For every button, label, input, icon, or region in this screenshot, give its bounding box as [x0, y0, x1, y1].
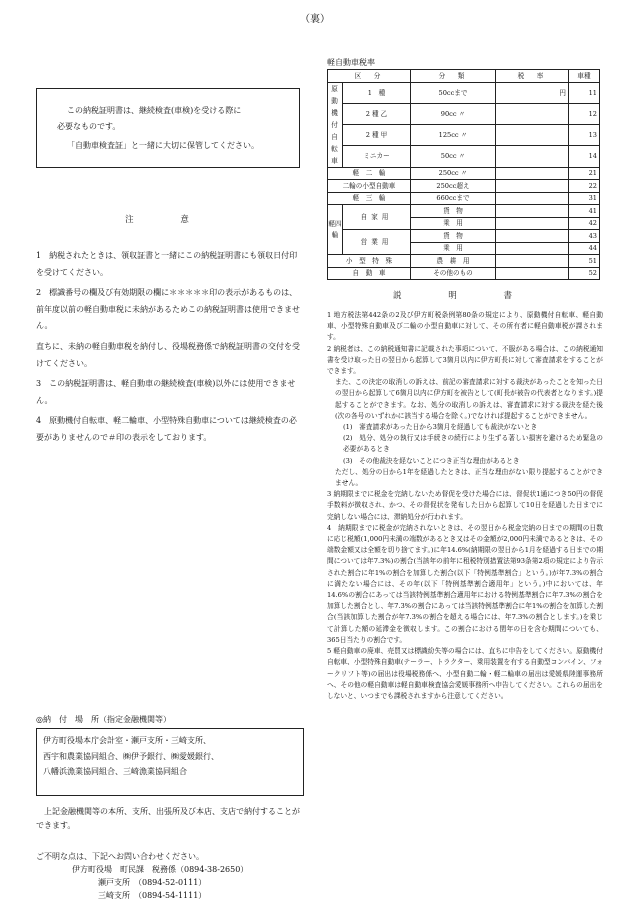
table-cell: 52: [569, 267, 600, 280]
table-cell: [496, 146, 569, 167]
table-header-row: [328, 70, 600, 83]
contact-info: [36, 850, 306, 902]
explanation-body: [327, 310, 603, 702]
table-cell: [496, 255, 569, 268]
table-cell: 50ccまで: [411, 82, 496, 103]
table-cell: 14: [569, 146, 600, 167]
caution-item: 4 原動機付自転車、軽二輪車、小型特殊自動車については継続検査の必要がありませんので＃印の表示をしております。: [36, 416, 297, 442]
explanation-paragraph: 5 軽自動車の廃車、売買又は標識紛失等の場合には、直ちに申告をしてください。原動機付自転車、小型特殊自動車(テーラー、トラクター、乗用装置を有する自動型コンバイン、フォークリフト等)の届出は役場税務係へ、小型自動二輪・軽二輪車の届出は愛媛県陸運事務所へ、その他の軽自動車は軽自動車検査協会愛媛事務所へ申告してください。これらの届出をしないと、いつまでも課税されますから注意してください。: [327, 647, 603, 700]
table-cell: 乗 用: [411, 217, 496, 230]
notice-box: [36, 88, 300, 168]
notice-line: 「自動車検査証」と一緒に大切に保管してください。: [67, 141, 259, 150]
contact-intro: ご不明な点は、下記へお問い合わせください。: [36, 852, 204, 861]
caution-item: 3 この納税証明書は、軽自動車の継続検査(車検)以外には使用できません。: [36, 379, 296, 405]
caution-item: 直ちに、未納の軽自動車税を納付し、役場税務係で納税証明書の交付を受けてください。: [36, 341, 300, 368]
table-cell: 営業用: [343, 230, 411, 255]
table-cell: 自家用: [343, 205, 411, 230]
caution-heading: 注 意: [125, 215, 211, 225]
table-row: [328, 146, 600, 167]
table-row: [328, 180, 600, 193]
table-row: [328, 82, 600, 103]
table-cell: 農 耕 用: [411, 255, 496, 268]
table-cell: 90cc 〃: [411, 103, 496, 124]
caution-item: 2 標識番号の欄及び有効期限の欄に＊＊＊＊＊印の表示があるものは、前年度以前の軽自動車税に未納があるためこの納税証明書は使用できません。: [36, 288, 300, 331]
payment-note: 上記金融機関等の本所、支所、出張所及び本店、支店で納付することができます。: [36, 807, 300, 830]
table-row: [328, 103, 600, 124]
contact-line: 伊方町役場 町民課 税務係（0894-38-2650）: [72, 865, 249, 874]
table-row: [328, 255, 600, 268]
table-cell: ミニカー: [343, 146, 411, 167]
bank-line: 西宇和農業協同組合、㈱伊予銀行、㈱愛媛銀行、: [43, 751, 219, 761]
explanation-heading: 説 明 書: [393, 291, 534, 301]
table-cell: 乗 用: [411, 242, 496, 255]
table-cell: [496, 242, 569, 255]
keijidosha-group-cell: 軽四輪: [328, 205, 343, 255]
table-row: [328, 205, 600, 218]
table-cell: [496, 230, 569, 243]
table-cell: 2 種 乙: [343, 103, 411, 124]
header-code: 車種: [569, 70, 600, 83]
notice-line: 必要なものです。: [57, 122, 121, 131]
tax-rate-table: [327, 69, 600, 280]
table-cell: 貨 物: [411, 205, 496, 218]
caution-list: [36, 248, 300, 451]
table-row: [328, 125, 600, 146]
table-cell: [496, 167, 569, 180]
table-cell: 44: [569, 242, 600, 255]
payment-heading: ◎納 付 場 所（指定金融機関等）: [36, 715, 171, 724]
bank-line: 八幡浜漁業協同組合、三崎漁業協同組合: [43, 767, 187, 776]
explanation-paragraph: (3) その他裁決を経ないことにつき正当な理由があるとき: [343, 456, 520, 465]
table-cell: 31: [569, 192, 600, 205]
table-row: [328, 230, 600, 243]
bank-line: 伊方町役場本庁会計室・瀬戸支所・三崎支所、: [43, 736, 211, 745]
table-cell: 250cc 〃: [411, 167, 496, 180]
table-cell: [496, 205, 569, 218]
table-cell: 12: [569, 103, 600, 124]
table-cell: [496, 180, 569, 193]
table-cell: 51: [569, 255, 600, 268]
table-cell: 42: [569, 217, 600, 230]
table-cell: 660ccまで: [411, 192, 496, 205]
table-cell: [496, 267, 569, 280]
explanation-paragraph: 2 納税者は、この納税通知書に記載された事項について、不服がある場合は、この納税通知書を受け取った日の翌日から起算して3箇月以内に伊方町長に対して審査請求をすることができます。: [327, 344, 603, 376]
table-cell: 貨 物: [411, 230, 496, 243]
table-cell: 50cc 〃: [411, 146, 496, 167]
contact-line: 瀬戸支所 （0894-52-0111）: [98, 878, 207, 887]
table-cell: 13: [569, 125, 600, 146]
table-row: [328, 167, 600, 180]
explanation-paragraph: また、この決定の取消しの訴えは、前記の審査請求に対する裁決があったことを知った日の翌日から起算して6箇月以内に伊方町を被告として(町長が被告の代表者となります。)提起することができます。なお、処分の取消しの訴えは、審査請求に対する裁決を経た後(次の各号のいずれかに該当する場合を除く。)でなければ提起することができません。: [335, 378, 603, 420]
explanation-paragraph: 4 納期限までに税金が完納されないときは、その翌日から税金完納の日までの期間の日数に応じ税額(1,000円未満の端数があるとき又はその金額が2,000円未満であるときは、その端数金額又は全額を切り捨てます。)に年14.6%(納期限の翌日から1月を経過する日までの期間については年7.3%)の割合(当該年の前年に租税特別措置法第93条第2項の規定により告示された割合に年1%の割合を加算した割合(以下「特例基準割合」という。)が年7.3%の割合に満たない場合には、その年(以下「特例基準割合適用年」という。)中においては、年14.6%の割合にあっては当該特例基準割合適用年における特例基準割合に年7.3%の割合を加算した割合とし、年7.3%の割合にあっては当該特例基準割合に年1%の割合を加算した割合(当該加算した割合が年7.3%の割合を超える場合には、年7.3%の割合とします。)を乗じて計算した額の延滞金を徴収します。この割合における閏年の日を含む期間についても、365日当たりの割合です。: [327, 523, 603, 644]
table-cell: [496, 217, 569, 230]
table-cell: 小 型 特 殊: [328, 255, 411, 268]
moped-group-cell: 原動機付自転車: [328, 82, 343, 167]
explanation-paragraph: (1) 審査請求があった日から3箇月を経過しても裁決がないとき: [343, 423, 538, 432]
table-cell: 22: [569, 180, 600, 193]
table-cell: 250cc超え: [411, 180, 496, 193]
contact-line: 三崎支所 （0894-54-1111）: [98, 891, 207, 900]
explanation-paragraph: 1 地方税法第442条の2及び伊方町税条例第80条の規定により、原動機付自転車、軽自動車、小型特殊自動車及び二輪の小型自動車に対して、その所有者に軽自動車税が課されます。: [327, 311, 603, 342]
table-cell: 41: [569, 205, 600, 218]
table-cell: 自 動 車: [328, 267, 411, 280]
table-cell: 軽 三 輪: [328, 192, 411, 205]
header-rate: 税 率: [496, 70, 569, 83]
bank-list-box: [36, 728, 304, 796]
explanation-paragraph: 3 納期限までに税金を完納しないため督促を受けた場合には、督促状1通につき50円の督促手数料が徴収され、かつ、その督促状を発布した日から起算して10日を経過した日までに完納しない場合には、滞納処分が行われます。: [327, 490, 603, 521]
table-cell: 2 種 甲: [343, 125, 411, 146]
caution-item: 1 納税されたときは、領収証書と一緒にこの納税証明書にも領収日付印を受けてください。: [36, 251, 298, 277]
table-cell: 43: [569, 230, 600, 243]
table-cell: 軽 二 輪: [328, 167, 411, 180]
notice-line: この納税証明書は、継続検査(車検)を受ける際に: [67, 106, 242, 115]
table-cell: 1 種: [343, 82, 411, 103]
explanation-paragraph: ただし、処分の日から1年を経過したときは、正当な理由がない限り提起することができません。: [335, 467, 603, 488]
tax-table-title: 軽自動車税率: [327, 58, 375, 67]
page-title: （裏）: [300, 14, 330, 25]
table-cell: [496, 125, 569, 146]
table-cell: 円: [496, 82, 569, 103]
table-cell: [496, 192, 569, 205]
table-cell: その他のもの: [411, 267, 496, 280]
header-class: 分 類: [411, 70, 496, 83]
explanation-paragraph: (2) 処分、処分の執行又は手続きの続行により生ずる著しい損害を避けるため緊急の必要があるとき: [343, 434, 603, 454]
header-category: 区 分: [328, 70, 411, 83]
table-cell: [496, 103, 569, 124]
table-row: [328, 192, 600, 205]
table-cell: 21: [569, 167, 600, 180]
table-cell: 二輪の小型自動車: [328, 180, 411, 193]
table-row: [328, 267, 600, 280]
table-cell: 11: [569, 82, 600, 103]
table-cell: 125cc 〃: [411, 125, 496, 146]
